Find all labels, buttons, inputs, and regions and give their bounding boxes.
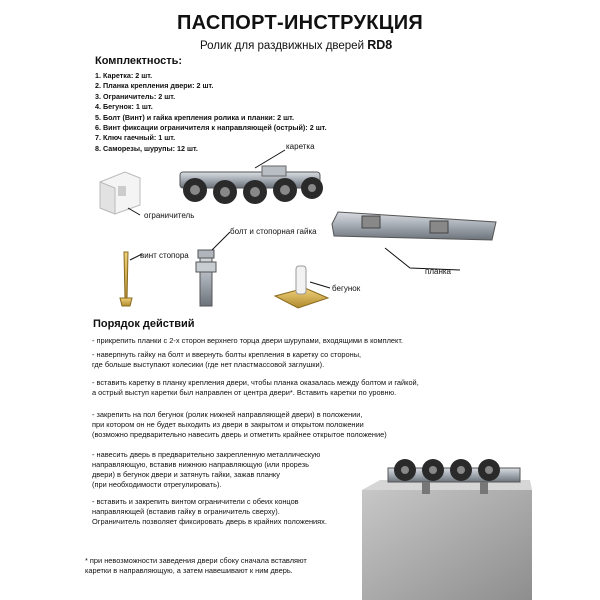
step-line: направляющей (вставив гайку в ограничитель сверху). (92, 507, 280, 516)
step-line: двери) в бегунок двери и затянуть гайки, зажав планку (92, 470, 280, 479)
limiter-part (100, 172, 140, 214)
bolt-nut-part (196, 250, 216, 306)
kit-item: 4. Бегунок: 1 шт. (95, 102, 153, 112)
kit-item: 5. Болт (Винт) и гайка крепления ролика и планки: 2 шт. (95, 112, 294, 122)
step-line: - навесить дверь в предварительно закрепленную металлическую (92, 450, 321, 459)
step-line: Ограничитель позволяет фиксировать дверь в крайних положениях. (92, 517, 327, 526)
step-1 (92, 336, 452, 346)
kit-heading: Комплектность: (95, 55, 183, 67)
label-limiter: ограничитель (144, 211, 195, 220)
step-line: - вставить и закрепить винтом ограничители с обеих концов (92, 497, 299, 506)
kit-item: 8. Саморезы, шурупы: 12 шт. (95, 143, 198, 153)
step-6 (92, 497, 362, 527)
step-line: - прикрепить планки с 2-х сторон верхнего торца двери шурупами, входящими в комплект. (92, 336, 403, 345)
runner-part (275, 266, 328, 308)
carriage-part (180, 166, 323, 204)
step-2 (92, 350, 452, 370)
label-stop-screw: винт стопора (140, 251, 189, 260)
step-line: направляющую, вставив нижнюю направляющую (или прорезь (92, 460, 309, 469)
step-line: - закрепить на пол бегунок (ролик нижней направляющей двери) в положении, (92, 410, 363, 419)
kit-item: 2. Планка крепления двери: 2 шт. (95, 81, 214, 91)
footnote (85, 556, 405, 576)
label-carriage: каретка (286, 142, 315, 151)
step-3 (92, 378, 452, 398)
step-line: где больше выступают колесики (где нет пластмассовой заглушки). (92, 360, 325, 369)
step-line: - вставить каретку в планку крепления двери, чтобы планка оказалась между болтом и гайкой, (92, 378, 419, 387)
label-bolt-nut: болт и стопорная гайка (230, 227, 317, 236)
footnote-line: каретки в направляющую, а затем навешивают к ним дверь. (85, 566, 293, 575)
plate-part (332, 212, 496, 240)
footnote-line: * при невозможности заведения двери сбоку сначала вставляют (85, 556, 307, 565)
limiter-leader (128, 208, 140, 215)
step-line: (возможно предварительно навесить дверь и отметить крайнее открытое положение) (92, 430, 387, 439)
door-illustration (362, 459, 532, 600)
kit-item: 7. Ключ гаечный: 1 шт. (95, 133, 176, 143)
kit-item: 3. Ограничитель: 2 шт. (95, 91, 176, 101)
label-plate: планка (425, 267, 451, 276)
page-title: ПАСПОРТ-ИНСТРУКЦИЯ (176, 12, 424, 34)
kit-item: 6. Винт фиксации ограничителя к направляющей (острый): 2 шт. (95, 123, 327, 133)
step-line: а острый выступ каретки был направлен от центра двери*. Вставить каретки по уровню. (92, 388, 397, 397)
step-4 (92, 410, 452, 440)
model-code: RD8 (367, 38, 393, 52)
kit-item: 1. Каретка: 2 шт. (95, 71, 153, 80)
label-runner: бегунок (332, 284, 361, 293)
step-line: (при необходимости отрегулировать). (92, 480, 222, 489)
step-line: - наверпнуть гайку на болт и ввернуть болты крепления в каретку со стороны, (92, 350, 362, 359)
subtitle-text: Ролик для раздвижных дверей (200, 40, 364, 52)
step-5 (92, 450, 352, 490)
step-line: при котором он не будет выходить из двери в закрытом и открытом положении (92, 420, 364, 429)
carriage-leader (255, 150, 285, 168)
runner-leader (310, 282, 330, 288)
procedure-heading: Порядок действий (93, 318, 195, 330)
bolt-leader (212, 232, 230, 250)
